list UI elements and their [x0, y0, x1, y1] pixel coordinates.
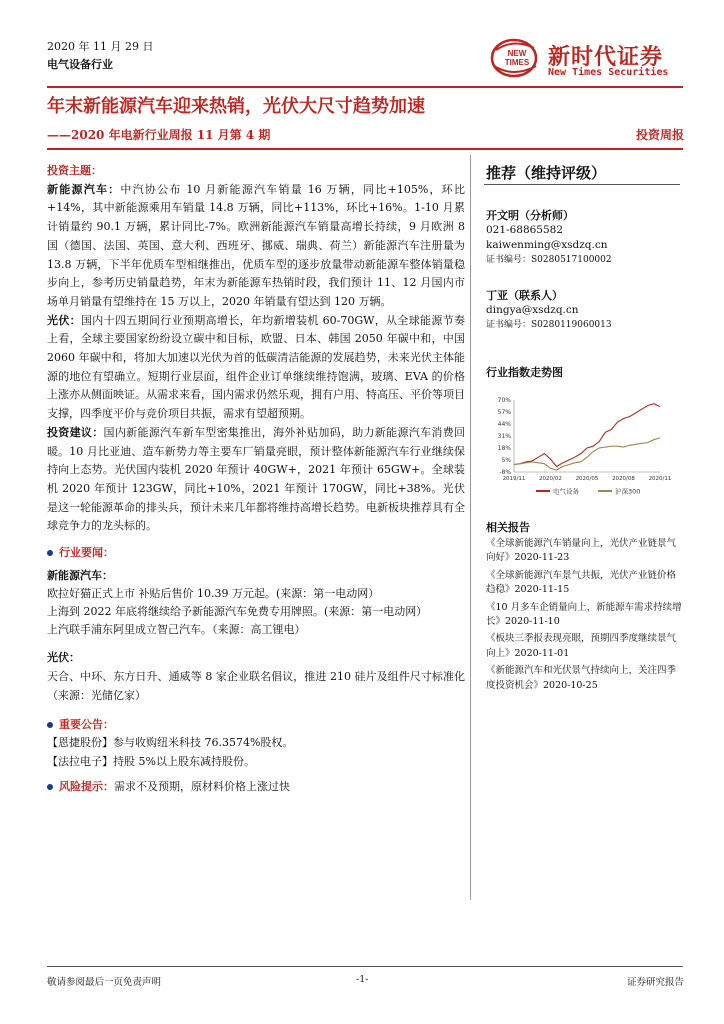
- report-date: 2020 年 11 月 29 日: [47, 40, 154, 53]
- y-tick-label: 31%: [497, 433, 511, 440]
- logo-mark: NEW TIMES: [504, 49, 530, 67]
- x-tick-label: 2020/02: [539, 476, 562, 482]
- bullet-icon: [47, 550, 53, 556]
- announce-item: 【法拉电子】持股 5%以上股东减持股份。: [47, 754, 255, 768]
- y-tick-label: 57%: [497, 409, 511, 416]
- news-item: 欧拉好猫正式上市 补贴后售价 10.39 万元起。(来源：第一电动网）: [47, 587, 380, 601]
- series-line: [514, 438, 660, 470]
- rating-divider: [484, 184, 680, 185]
- report-title: 年末新能源汽车迎来热销，光伏大尺寸趋势加速: [47, 96, 425, 117]
- title-divider: [47, 148, 683, 150]
- advice-text: 国内新能源汽车新车型密集推出，海外补贴加码，助力新能源汽车消费回暖。10 月比亚迪、造车新势力等主要车厂销量亮眼，预计整体新能源汽车行业继续保持向上态势。光伏国内装机 2020 年预计 40GW+，2021 年预计 65GW+。全球装机 2020 年预计 123GW，同比+10%，2021 年预计 170GW，同比+38%。光伏是这一轮能源革命的排头兵，预计未来几年都将维持高增长趋势。电新板块推荐具有全球竞争力的龙头标的。: [47, 425, 466, 533]
- analyst-email[interactable]: dingya@xsdzq.cn: [486, 304, 579, 316]
- y-tick-label: 70%: [497, 397, 511, 404]
- industry-label: 电气设备行业: [47, 58, 113, 71]
- announce-item: 【恩捷股份】参与收购纽米科技 76.3574%股权。: [47, 736, 294, 750]
- footer-report-label: 证券研究报告: [626, 977, 684, 988]
- news-item: 天合、中环、东方日升、通威等 8 家企业联名倡议，推进 210 硅片及组件尺寸标准化（来源：光储亿家）: [47, 670, 465, 702]
- pv-text: 国内十四五期间行业预期高增长，年均新增装机 60-70GW，从全球能源节奏上看，全球主要国家纷纷设立碳中和目标，欧盟、日本、韩国 2050 年碳中和，中国 2060 年碳中和，将加大加速以光伏为首的低碳清洁能源的发展趋势，未来光伏主体能源的地位有望确立。短期行业层面，组件企业订单继续维持饱满，玻璃、EVA 的价格上涨亦从侧面映证。从需求来看，国内需求仍然乐观，拥有户用、特高压、平价等项目支撑，四季度平价与竞价项目共振，需求有望超预期。: [47, 313, 465, 421]
- bullet-icon: [47, 784, 53, 790]
- news-item: 上汽联手浦东阿里成立智己汽车。（来源：高工锂电）: [47, 623, 306, 637]
- analyst-cert: 证书编号：S0280119060013: [486, 320, 612, 330]
- news-nev-label: 新能源汽车：: [47, 568, 113, 582]
- index-trend-chart: [484, 392, 684, 502]
- footer-disclaimer[interactable]: 敬请参阅最后一页免责声明: [47, 977, 162, 988]
- analyst-cert: 证书编号：S0280517100002: [486, 255, 612, 265]
- risk-heading: 风险提示：: [59, 779, 114, 793]
- bullet-icon: [47, 722, 53, 728]
- analyst-phone: 021-68865582: [486, 224, 564, 236]
- report-subtitle: ——2020 年电新行业周报 11 月第 4 期: [47, 128, 271, 142]
- analyst-email[interactable]: kaiwenming@xsdzq.cn: [486, 239, 608, 251]
- news-heading: 行业要闻：: [59, 546, 114, 560]
- theme-heading: 投资主题：: [47, 164, 102, 177]
- advice-label: 投资建议：: [47, 425, 104, 439]
- report-type: 投资周报: [635, 128, 684, 142]
- page-number: -1-: [356, 974, 369, 985]
- related-item[interactable]: 《全球新能源汽车景气共振，光伏产业链价格趋稳》2020-11-15: [486, 569, 677, 596]
- analyst-card: [486, 288, 612, 333]
- nev-label: 新能源汽车：: [47, 182, 121, 196]
- related-item[interactable]: 《板块三季报表现亮眼，预期四季度继续景气向上》2020-11-01: [486, 633, 677, 659]
- pv-paragraph: [47, 312, 465, 424]
- y-tick-label: 44%: [497, 421, 511, 428]
- footer-divider: [47, 966, 683, 967]
- x-tick-label: 2020/08: [612, 476, 635, 482]
- x-tick-label: 2020/11: [648, 476, 672, 482]
- y-tick-label: 18%: [497, 445, 511, 452]
- rating: 推荐（维持评级）: [486, 164, 607, 182]
- related-item[interactable]: 《全球新能源汽车销量向上，光伏产业链景气向好》2020-11-23: [486, 538, 677, 564]
- news-item: 上海到 2022 年底将继续给予新能源汽车免费专用牌照。(来源：第一电动网）: [47, 605, 428, 619]
- x-tick-label: 2019/11: [502, 476, 526, 482]
- related-item[interactable]: 《新能源汽车和光伏景气持续向上，关注四季度投资机会》2020-10-25: [486, 665, 677, 691]
- legend-label: 沪深300: [615, 487, 641, 496]
- advice-paragraph: [47, 424, 465, 536]
- logo-text-en: New Times Securities: [548, 67, 669, 78]
- pv-label: 光伏：: [47, 313, 81, 327]
- analyst-name: 开文明（分析师）: [486, 209, 574, 222]
- analyst-name: 丁亚（联系人）: [486, 289, 563, 302]
- announce-heading: 重要公告：: [59, 717, 114, 731]
- y-tick-label: -8%: [499, 469, 511, 476]
- logo-text-cn: 新时代证券: [548, 45, 664, 70]
- related-title: 相关报告: [486, 521, 530, 534]
- nev-text: 中汽协公布 10 月新能源汽车销量 16 万辆，同比+105%，环比+14%，其中新能源乘用车销量 14.8 万辆，同比+113%，环比+16%。1-10 月累计销量约 90.1 万辆，累计同比-7%。欧洲新能源汽车销量高增长持续，9 月欧洲 8 国（德国、法国、英国、意大利、西班牙、挪威、瑞典、荷兰）新能源汽车注册量为 13.8 万辆，下半年优质车型相继推出，优质车型的逐步放量带动新能源车整体销量稳步向上，参考历史销量趋势，年末为新能源车热销时段，我们预计 11、12 月国内市场单月销量有望维持在 15 万以上，2020 年销量有望达到 120 万辆。: [47, 182, 465, 308]
- column-divider: [470, 155, 471, 900]
- related-list: [486, 537, 682, 696]
- legend-label: 电气设备: [553, 487, 579, 496]
- x-tick-label: 2020/05: [575, 476, 599, 482]
- chart-title: 行业指数走势图: [486, 366, 563, 379]
- header-divider: [47, 86, 683, 88]
- nev-paragraph: [47, 181, 465, 312]
- analyst-card: [486, 208, 612, 268]
- main-column: [47, 162, 465, 796]
- news-pv-label: 光伏：: [47, 651, 80, 665]
- related-item[interactable]: 《10 月多车企销量向上，新能源车需求持续增长》2020-11-10: [486, 601, 682, 628]
- risk-text: 需求不及预期，原材料价格上涨过快: [114, 779, 290, 793]
- y-tick-label: 5%: [501, 457, 511, 464]
